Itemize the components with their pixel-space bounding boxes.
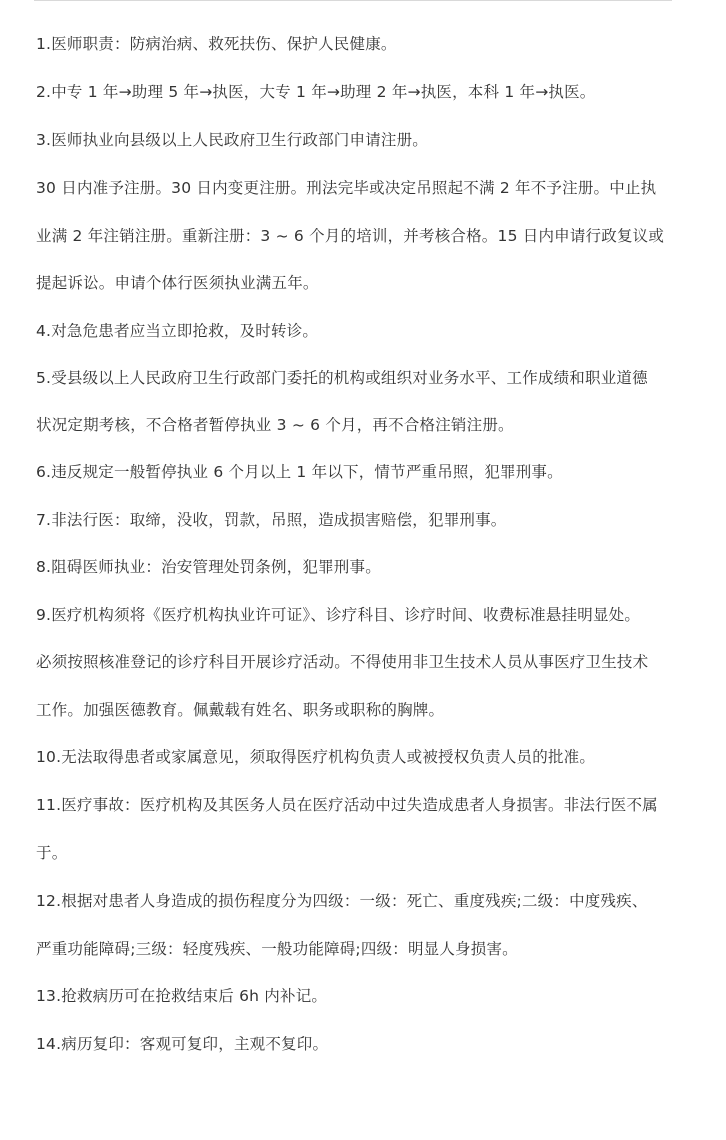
- text-line: 提起诉讼。申请个体行医须执业满五年。: [36, 274, 319, 292]
- text-line: 工作。加强医德教育。佩戴载有姓名、职务或职称的胸牌。: [36, 701, 445, 719]
- text-line: 状况定期考核，不合格者暂停执业 3 ~ 6 个月，再不合格注销注册。: [36, 416, 514, 434]
- top-divider: [34, 0, 672, 1]
- text-line: 4.对急危患者应当立即抢救，及时转诊。: [36, 322, 319, 340]
- text-line: 7.非法行医：取缔，没收，罚款，吊照，造成损害赔偿，犯罪刑事。: [36, 511, 507, 529]
- text-line: 11.医疗事故：医疗机构及其医务人员在医疗活动中过失造成患者人身损害。非法行医不属: [36, 796, 658, 814]
- text-line: 严重功能障碍;三级：轻度残疾、一般功能障碍;四级：明显人身损害。: [36, 940, 518, 958]
- text-line: 必须按照核准登记的诊疗科目开展诊疗活动。不得使用非卫生技术人员从事医疗卫生技术: [36, 653, 649, 671]
- text-line: 业满 2 年注销注册。重新注册：3 ~ 6 个月的培训，并考核合格。15 日内申请行政复议或: [36, 227, 665, 245]
- text-line: 6.违反规定一般暂停执业 6 个月以上 1 年以下，情节严重吊照，犯罪刑事。: [36, 463, 563, 481]
- text-line: 30 日内准予注册。30 日内变更注册。刑法完毕或决定吊照起不满 2 年不予注册。中止执: [36, 179, 657, 197]
- text-line: 3.医师执业向县级以上人民政府卫生行政部门申请注册。: [36, 131, 428, 149]
- text-line: 于。: [36, 844, 68, 862]
- text-line: 13.抢救病历可在抢救结束后 6h 内补记。: [36, 987, 328, 1005]
- text-line: 8.阻碍医师执业：治安管理处罚条例，犯罪刑事。: [36, 558, 381, 576]
- text-line: 10.无法取得患者或家属意见，须取得医疗机构负责人或被授权负责人员的批准。: [36, 748, 596, 766]
- text-line: 9.医疗机构须将《医疗机构执业许可证》、诊疗科目、诊疗时间、收费标准悬挂明显处。: [36, 606, 641, 624]
- text-line: 12.根据对患者人身造成的损伤程度分为四级：一级：死亡、重度残疾;二级：中度残疾、: [36, 892, 648, 910]
- text-line: 2.中专 1 年→助理 5 年→执医，大专 1 年→助理 2 年→执医，本科 1 年→执医。: [36, 83, 596, 101]
- text-line: 14.病历复印：客观可复印，主观不复印。: [36, 1035, 329, 1053]
- text-line: 5.受县级以上人民政府卫生行政部门委托的机构或组织对业务水平、工作成绩和职业道德: [36, 369, 648, 387]
- text-line: 1.医师职责：防病治病、救死扶伤、保护人民健康。: [36, 35, 397, 53]
